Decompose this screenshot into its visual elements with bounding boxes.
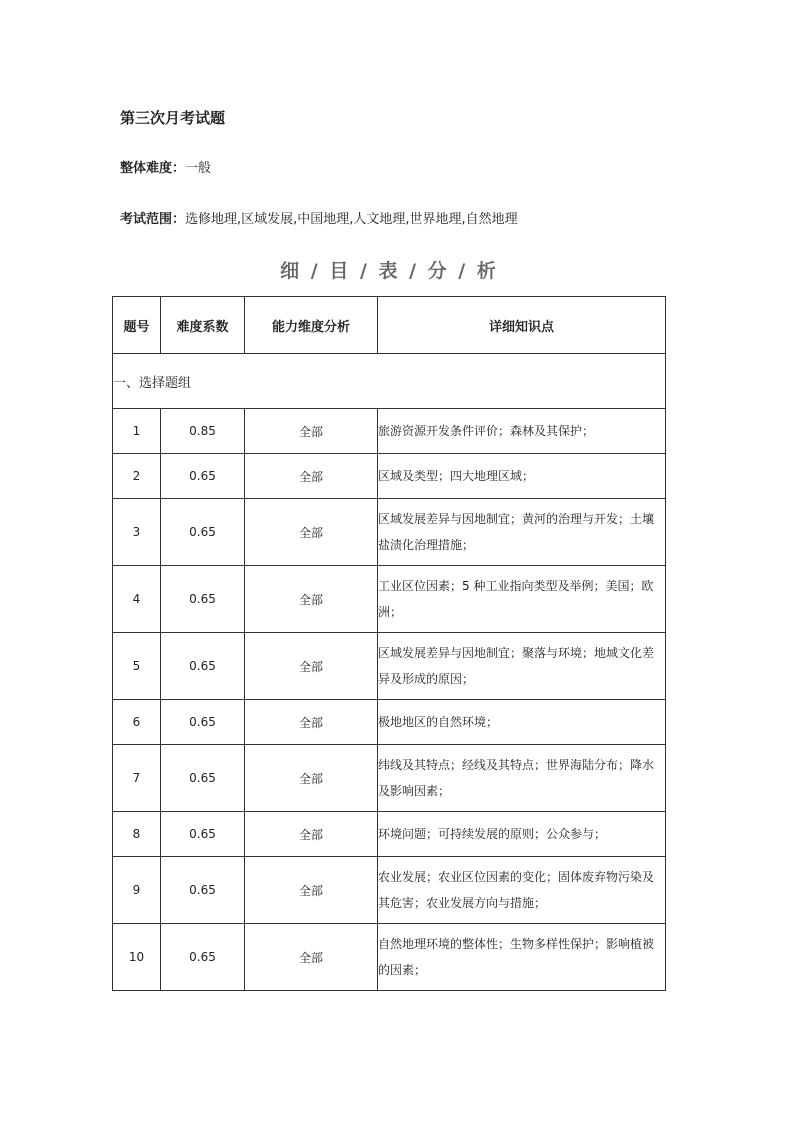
question-no: 2	[113, 454, 161, 499]
question-no: 4	[113, 566, 161, 633]
spec-table	[112, 296, 666, 991]
difficulty-coefficient: 0.85	[161, 409, 245, 454]
scope-line	[120, 208, 518, 227]
difficulty-coefficient: 0.65	[161, 633, 245, 700]
difficulty-coefficient: 0.65	[161, 812, 245, 857]
header-row	[113, 297, 666, 354]
section-label: 一、选择题组	[113, 354, 666, 409]
knowledge-points: 农业发展；农业区位因素的变化；固体废弃物污染及其危害；农业发展方向与措施；	[378, 857, 666, 924]
difficulty-coefficient: 0.65	[161, 700, 245, 745]
difficulty-coefficient: 0.65	[161, 566, 245, 633]
knowledge-points: 纬线及其特点；经线及其特点；世界海陆分布；降水及影响因素；	[378, 745, 666, 812]
document-title: 第三次月考试题	[120, 109, 226, 127]
header-knowledge-points: 详细知识点	[378, 297, 666, 354]
difficulty-value: 一般	[185, 161, 212, 176]
ability-dimension: 全部	[245, 857, 378, 924]
knowledge-points: 区域发展差异与因地制宜；黄河的治理与开发；土壤盐渍化治理措施；	[378, 499, 666, 566]
question-no: 8	[113, 812, 161, 857]
knowledge-points: 区域发展差异与因地制宜；聚落与环境；地域文化差异及形成的原因；	[378, 633, 666, 700]
ability-dimension: 全部	[245, 454, 378, 499]
knowledge-points: 工业区位因素；5 种工业指向类型及举例；美国；欧洲；	[378, 566, 666, 633]
difficulty-coefficient: 0.65	[161, 499, 245, 566]
difficulty-coefficient: 0.65	[161, 857, 245, 924]
question-no: 6	[113, 700, 161, 745]
question-no: 7	[113, 745, 161, 812]
question-no: 3	[113, 499, 161, 566]
table-row	[113, 812, 666, 857]
ability-dimension: 全部	[245, 924, 378, 991]
table-row	[113, 566, 666, 633]
ability-dimension: 全部	[245, 633, 378, 700]
question-no: 10	[113, 924, 161, 991]
difficulty-coefficient: 0.65	[161, 745, 245, 812]
table-row	[113, 633, 666, 700]
table-row	[113, 454, 666, 499]
table-row	[113, 745, 666, 812]
header-question-no: 题号	[113, 297, 161, 354]
knowledge-points: 极地地区的自然环境；	[378, 700, 666, 745]
knowledge-points: 区域及类型；四大地理区域；	[378, 454, 666, 499]
difficulty-coefficient: 0.65	[161, 924, 245, 991]
question-no: 1	[113, 409, 161, 454]
ability-dimension: 全部	[245, 409, 378, 454]
table-heading: 细 / 目 / 表 / 分 / 析	[280, 260, 497, 282]
knowledge-points: 环境问题；可持续发展的原则；公众参与；	[378, 812, 666, 857]
table-row	[113, 924, 666, 991]
scope-label: 考试范围：	[120, 212, 186, 227]
header-ability: 能力维度分析	[245, 297, 378, 354]
ability-dimension: 全部	[245, 499, 378, 566]
table-row	[113, 857, 666, 924]
table-row	[113, 499, 666, 566]
table-row	[113, 700, 666, 745]
table-row	[113, 409, 666, 454]
question-no: 9	[113, 857, 161, 924]
knowledge-points: 自然地理环境的整体性；生物多样性保护；影响植被的因素；	[378, 924, 666, 991]
ability-dimension: 全部	[245, 700, 378, 745]
section-row	[113, 354, 666, 409]
ability-dimension: 全部	[245, 745, 378, 812]
ability-dimension: 全部	[245, 566, 378, 633]
scope-value: 选修地理,区域发展,中国地理,人文地理,世界地理,自然地理	[185, 212, 518, 227]
header-difficulty: 难度系数	[161, 297, 245, 354]
question-no: 5	[113, 633, 161, 700]
difficulty-line	[120, 157, 211, 176]
difficulty-coefficient: 0.65	[161, 454, 245, 499]
difficulty-label: 整体难度：	[120, 161, 186, 176]
ability-dimension: 全部	[245, 812, 378, 857]
knowledge-points: 旅游资源开发条件评价；森林及其保护；	[378, 409, 666, 454]
